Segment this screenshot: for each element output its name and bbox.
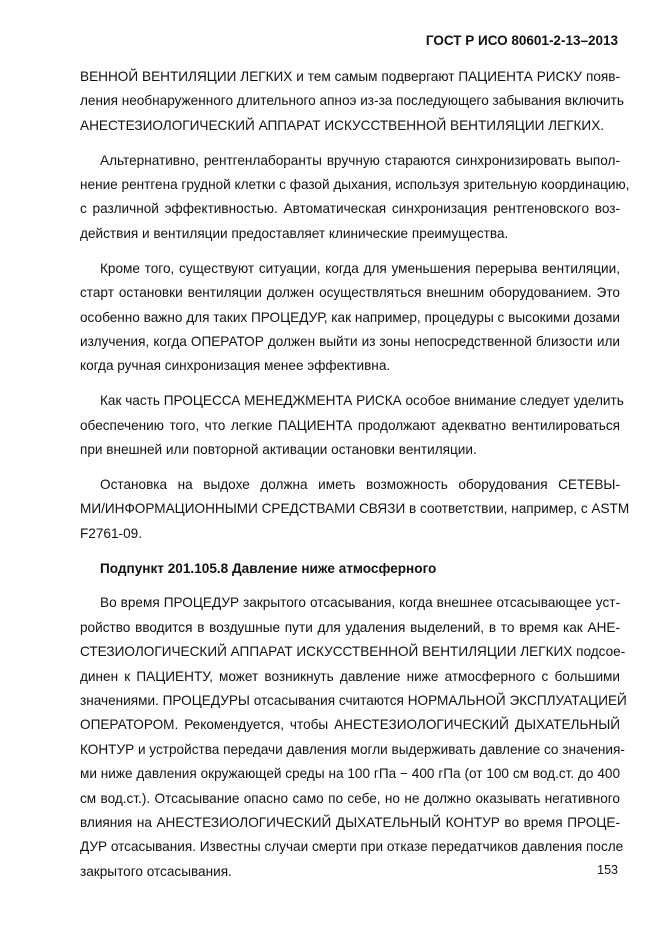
paragraph bbox=[80, 473, 630, 546]
text-line: АНЕСТЕЗИОЛОГИЧЕСКИЙ АППАРАТ ИСКУССТВЕННОЙ ВЕНТИЛЯЦИИ ЛЕГКИХ. bbox=[80, 117, 605, 133]
text-line: ройство вводится в воздушные пути для удаления выделений, в то время как АНЕ- bbox=[80, 619, 620, 635]
paragraphs-after-heading bbox=[80, 591, 627, 884]
paragraphs-before-heading bbox=[80, 65, 630, 546]
paragraph bbox=[80, 591, 627, 884]
text-line: F2761-09. bbox=[80, 525, 142, 541]
text-line: излучения, когда ОПЕРАТОР должен выйти из зоны непосредственной близости или bbox=[80, 333, 620, 349]
page-body bbox=[80, 65, 630, 895]
paragraph bbox=[80, 389, 624, 462]
text-line: нение рентгена грудной клетки с фазой дыхания, используя зрительную координацию, bbox=[80, 177, 630, 193]
text-line: значениями. ПРОЦЕДУРЫ отсасывания считаются НОРМАЛЬНОЙ ЭКСПЛУАТАЦИЕЙ bbox=[80, 692, 627, 708]
text-line: динен к ПАЦИЕНТУ, может возникнуть давление ниже атмосферного с большими bbox=[80, 668, 620, 684]
document-header: ГОСТ Р ИСО 80601-2-13–2013 bbox=[425, 33, 618, 48]
text-line: Альтернативно, рентгенлаборанты вручную стараются синхронизировать выпол- bbox=[100, 152, 620, 168]
text-line: Во время ПРОЦЕДУР закрытого отсасывания, когда внешнее отсасывающее уст- bbox=[100, 595, 620, 611]
text-line: МИ/ИНФОРМАЦИОННЫМИ СРЕДСТВАМИ СВЯЗИ в соответствии, например, с ASTM bbox=[80, 501, 630, 517]
text-line: СТЕЗИОЛОГИЧЕСКИЙ АППАРАТ ИСКУССТВЕННОЙ ВЕНТИЛЯЦИИ ЛЕГКИХ подсое- bbox=[80, 644, 626, 660]
text-line: с различной эффективностью. Автоматическая синхронизация рентгеновского воз- bbox=[80, 201, 620, 217]
page-number: 153 bbox=[597, 863, 618, 877]
text-line: Как часть ПРОЦЕССА МЕНЕДЖМЕНТА РИСКА особое внимание следует уделить bbox=[100, 393, 624, 409]
text-line: см вод.ст.). Отсасывание опасно само по себе, но не должно оказывать негативного bbox=[80, 790, 620, 806]
text-line: особенно важно для таких ПРОЦЕДУР, как например, процедуры с высокими дозами bbox=[80, 309, 620, 325]
paragraph bbox=[80, 257, 620, 379]
text-line: влияния на АНЕСТЕЗИОЛОГИЧЕСКИЙ ДЫХАТЕЛЬНЫЙ КОНТУР во время ПРОЦЕ- bbox=[80, 814, 620, 830]
text-line: КОНТУР и устройства передачи давления могли выдерживать давление со значения- bbox=[80, 741, 625, 757]
section-heading: Подпункт 201.105.8 Давление ниже атмосферного bbox=[100, 560, 437, 576]
text-line: Остановка на выдохе должна иметь возможность оборудования СЕТЕВЫ- bbox=[100, 476, 620, 492]
text-line: ления необнаруженного длительного апноэ из-за последующего забывания включить bbox=[80, 93, 624, 109]
paragraph bbox=[80, 65, 624, 138]
text-line: ВЕННОЙ ВЕНТИЛЯЦИИ ЛЕГКИХ и тем самым подвергают ПАЦИЕНТА РИСКУ появ- bbox=[80, 69, 620, 84]
text-line: Кроме того, существуют ситуации, когда для уменьшения перерыва вентиляции, bbox=[100, 260, 620, 276]
text-line: обеспечению того, что легкие ПАЦИЕНТА продолжают адекватно вентилироваться bbox=[80, 417, 620, 433]
text-line: ДУР отсасывания. Известны случаи смерти при отказе передатчиков давления после bbox=[80, 839, 624, 855]
text-line: действия и вентиляции предоставляет клинические преимущества. bbox=[80, 225, 509, 241]
text-line: старт остановки вентиляции должен осуществляться внешним оборудованием. Это bbox=[80, 285, 620, 301]
text-line: когда ручная синхронизация менее эффективна. bbox=[80, 358, 391, 374]
text-line: ОПЕРАТОРОМ. Рекомендуется, чтобы АНЕСТЕЗИОЛОГИЧЕСКИЙ ДЫХАТЕЛЬНЫЙ bbox=[80, 717, 620, 733]
text-line: закрытого отсасывания. bbox=[80, 863, 232, 879]
text-line: при внешней или повторной активации остановки вентиляции. bbox=[80, 441, 477, 457]
text-line: ми ниже давления окружающей среды на 100 гПа − 400 гПа (от 100 см вод.ст. до 400 bbox=[80, 766, 620, 782]
paragraph bbox=[80, 149, 630, 247]
